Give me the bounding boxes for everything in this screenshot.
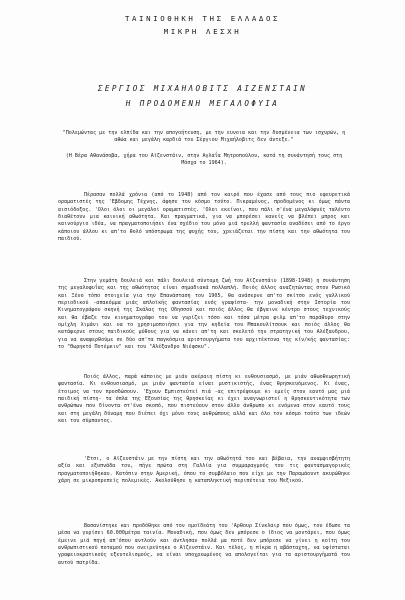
document-subtitle: Η ΠΡΟΔΟΜΕΝΗ ΜΕΓΑΛΟΦΥΙΑ bbox=[125, 99, 280, 108]
paragraph-4: 'Ετσι, ο Αϊζενστάιν με την πίστη και την αθωότητά του και βέβαια, την αναμφισβήτητη αξία και εξυπνάδα του, πήγε πρώτα στη Γαλλία για συμμαραγμούς του τις φαντασμαγορικές πραγματοποιήθηκαν. Κατόπιν στην Αμερική, όπου το συμβόλαιο που είχε με την Παραμάουντ ακυρώθηκε χάρη σε μικροπρεπείς πολεμικές. Ακολούθησε η καταπληκτική περιπέτεια του Μεξικού. bbox=[58, 456, 350, 485]
paragraph-5: Βασανίστηκε και προδόθηκε από τον ομοϊδεάτη του 'Αρθουρ Σίνκλαιρ που όμως, του έδωσε τα μέσα να γυρίσει 60.000μέτρα ταινία. Μοναδική, που όμως δεν μπόρεσε ο ίδιος να μοντάρει, που όμως έμεινε μιά πηγή απ'όπου αντλούν και άντλησαν πολλά μα ποτέ δεν μπόρεσε να γίνει η κοίτη του ανθρωπιστικού ποταμού που ονειρεύτηκε ο Αϊζενστάιν. Και τέλος, η πίκρα η αβάσταχτη, να υφίσταται γραφειοκρατικούς εξευτελισμούς, να είναι υποχρεωμένος να απολογείται για τα αριστουργήματά του αυτού πατρίδα. bbox=[58, 523, 350, 566]
document-title: ΣΕΡΓΙΟΣ ΜΙΧΑΗΛΟΒΙΤΣ ΑΙΖΕΝΣΤΑΙΝ bbox=[97, 84, 308, 93]
header-venue: ΜΙΚΡΗ ΛΕΣΧΗ bbox=[163, 27, 242, 36]
paragraph-3: Ποιός άλλος, παρά κάποιος με μιάν ακέραιη πίστη κι ενθουσιασμό, με μιάν αθωοθεωρητική φαντασία. Κι ενθουσιασμό, με μιάν φαντασία είναι μυστικιστής, ένας θρησκευόμενος. Κι ένας, έτοιμος να τον προσδώσουν. 'Εχουν Εμπιστεύτεί πιά -ας επιτρέψουμε κι εμείς στον εαυτό μας μιά παιδική πίστη- τα όπλα της Εξουσίας της θρησκείας κι έχει αναγνωριστεί η θρησκευτικότητα των ανθρώπων που δίνοντα στ'ένα σκοπό, που πιστεύουν στον άλλο άνθρωπο κι ενόμενα στον εαυτό τους και στη μεγάλη δύναμη που διέπει όχι μόνο τους ανθρώπους αλλά και όλο τον κόσμο τούτο των ιδεών και του σύμπαντος. bbox=[58, 374, 350, 425]
paragraph-1: Πέρασαν πολλά χρόνια (από το 1948) από τον καιρό που έχασε από τους πιο εφευρετικά οραματιστές της 'Εβδομης Τέχνης, άφησε τον κόσμο τούτο. Πικραμένος, προδομένος κι όμως πάντα αισιόδοξος. 'Ολοι όλοι οι μεγάλοι οραματιστές. 'Ολοι εκείνοι, που πάλι σ'ένα μεγαλόφυές ταλέντο διαθέτουν μια καινική αθωότητα. Και πραγματικά, για να μπορέσει κανείς να βλέπει μπρος και καινούργιο ιδέα, να πραγματοποιήσει ένα σχέδιο του μόνο μιά τρελλή φαντασία αναδέσει από το έργο κάποιου άλλου κι απ'το θολό υπόστρωμα της ψυχής του, χρειάζεται την πίστη και την αθωότητα του παιδιού. bbox=[58, 192, 350, 243]
header-institution: ΤΑΙΝΙΟΘΗΚΗ ΤΗΣ ΕΛΛΑΔΟΣ bbox=[124, 14, 281, 23]
paragraph-2: Στην γεμάτη δουλειά και πάλι δουλειά σύντομη ζωή του Αϊζενστάιν (1898-1948) η συνάντηση της μεγαλοφυΐας και της αθωότητας είναι σημαδιακά πολλαπλή. Ποιός άλλος αναζητώντας στον Ρωσικό και Ξένο τόπο στοιχεία για την Επανάσταση του 1905, θα ανάσερνε απ'το σκίτσο ενός γαλλικού περιοδικού -απακόμμα μιάς απλοϊκής φαντασίας ενός γραφίστα- την μοναδική στην Ιστορία του Κινηματογράφου σκηνή της Σκάλας της Οδησσού και ποιός άλλος θα έβγαινε κέντρο στους τεχνικούς και θα έβαζε τον κινηματογράφο του να γυρίζει τόσο και τόσα μέτρα φιλμ απ'το παράθυρο στην ομίχλη λιμάνι και να το χρησιμοποιήσει για την κηδεία του Μπακουλίτσουκ και ποιός άλλος θα κατάφερνε στους παιδικούς μύθους για να κάνει απ'τη και σκελετό την στρατηγική του Αλέξανδρου, για να αναφερθούμε σε δύο απ'τα παγκόσμια αριστουργήματα του αρχιτέκτονα της κίν/κής φαντασίας: το "Θωρηκτό Ποτέμκιν" και του "Αλέξανδρο Νιέφσκυ". bbox=[58, 278, 350, 351]
epigraph-quote: "Πολεμώντας με την ελπίδα και την απογοήτευση, με την ευνοια και την δυσμένεια των ισχυρών, η αθώα και μεγάλη καρδιά του Σέργιου Μιχαήλοβιτς δεν άντεξε." bbox=[62, 130, 346, 144]
epigraph-attribution: (Η Βέρα Αθανάσοβα, χήρα του Αϊζενστάιν, στην Αγλαΐα Μητροπούλου, κατά τη συνάντησή τους στη Μόσχα το 1964). bbox=[65, 153, 343, 167]
